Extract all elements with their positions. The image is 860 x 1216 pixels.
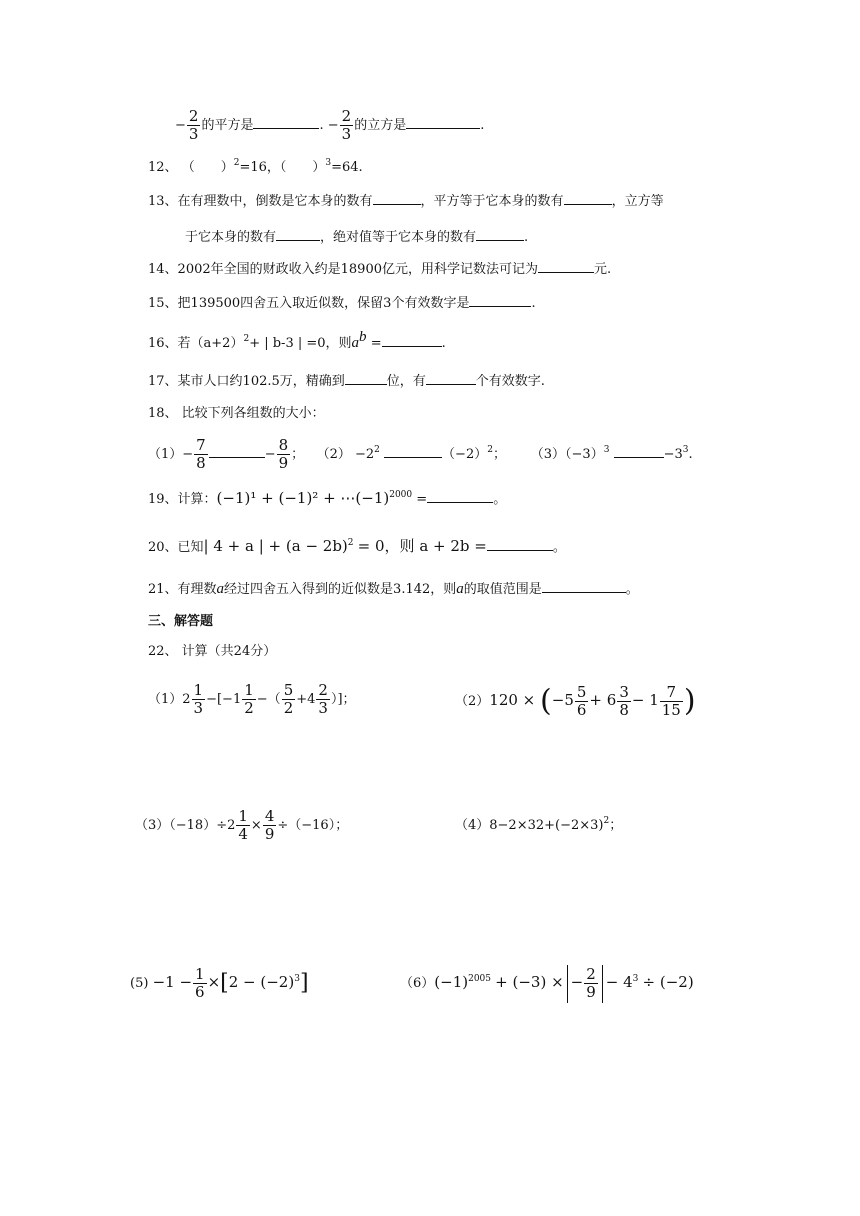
q12-line: 12、 （ ）$^2$=16，（ ）$^3$=64. [148, 158, 363, 175]
answer-blank[interactable] [487, 536, 553, 551]
answer-blank[interactable] [382, 332, 442, 347]
fraction: $\frac{8}{9}$ [278, 436, 289, 472]
q11-line: − $\frac{2}{3}$ 的平方是 . − $\frac{2}{3}$ 的立方是 . [175, 107, 485, 143]
q20-line: 20、已知| 4 + a | + $(a - 2b)^2 = 0$，则 a + 2b = 。 [148, 537, 566, 555]
q19-line: 19、计算：$(-1)^1 + (-1)^2 + \cdots(-1)^{2000}$ = 。 [148, 489, 507, 507]
answer-blank[interactable] [426, 370, 476, 385]
section-heading: 三、解答题 [148, 614, 214, 629]
answer-blank[interactable] [373, 190, 421, 205]
q14-line: 14、2002年全国的财政收入约是18900亿元，用科学记数法可记为 元. [148, 258, 611, 280]
answer-blank[interactable] [469, 292, 531, 307]
calc-4: $(4)8-2\times 32+(-2\times 3)^2$； [455, 816, 623, 833]
fraction: $\frac{2}{3}$ [188, 107, 199, 143]
calc-6: $(6)(-1)^{2005} + (-3)$ × − $\frac{2}{9}$ − $4^3 \div (-2)$ [400, 965, 694, 1001]
calc-3: （3）（−18）÷2 $\frac{1}{4}$ × $\frac{4}{9}$ ÷（−16）； [135, 807, 349, 843]
q21-line: 21、有理数a经过四舍五入得到的近似数是3.142，则a的取值范围是 。 [148, 578, 639, 600]
fraction: $\frac{7}{8}$ [196, 436, 206, 472]
answer-blank[interactable] [384, 443, 442, 458]
answer-blank[interactable] [276, 226, 320, 241]
answer-blank[interactable] [614, 443, 664, 458]
answer-blank[interactable] [253, 114, 319, 129]
answer-blank[interactable] [209, 443, 265, 458]
q17-line: 17、某市人口约102.5万，精确到 位，有 个有效数字. [148, 370, 545, 392]
answer-blank[interactable] [476, 226, 524, 241]
q15-line: 15、把139500四舍五入取近似数，保留3个有效数字是 . [148, 292, 536, 314]
q16-line: 16、若$(a+2)^2+$ | b-3 | =0，则$a^b$ = . [148, 329, 446, 351]
answer-blank[interactable] [564, 190, 612, 205]
q18-line: 18、 比较下列各组数的大小： [148, 406, 325, 421]
q13-line1: 13、在有理数中，倒数是它本身的数有 ，平方等于它本身的数有 ，立方等 [148, 190, 664, 212]
calc-2: （2）120 × (−5 $\frac{5}{6}$ + 6 $\frac{3}{8}$ − 1 $\frac{7}{15}$ ) [455, 683, 696, 719]
answer-blank[interactable] [427, 488, 493, 503]
answer-blank[interactable] [542, 578, 626, 593]
q22-heading: 22、 计算（共24分） [148, 644, 277, 659]
answer-blank[interactable] [345, 370, 387, 385]
answer-blank[interactable] [538, 258, 594, 273]
q18-parts: （1）− $\frac{7}{8}$ − $\frac{8}{9}$ ； $(2) -2^2$ $(-2)^2$； $(3)(-3)^3 -3^3$. [148, 436, 693, 472]
q13-line2: 于它本身的数有 ，绝对值等于它本身的数有 . [185, 226, 528, 248]
answer-blank[interactable] [406, 114, 480, 129]
fraction: $\frac{2}{3}$ [341, 107, 352, 143]
calc-5: (5) −1 − $\frac{1}{6}$ $\times[2 - (-2)^3]$ [130, 965, 309, 1001]
calc-1: （1）2 $\frac{1}{3}$ −[−1 $\frac{1}{2}$ −（ $\frac{5}{2}$ +4 $\frac{2}{3}$ ）]； [148, 681, 356, 717]
